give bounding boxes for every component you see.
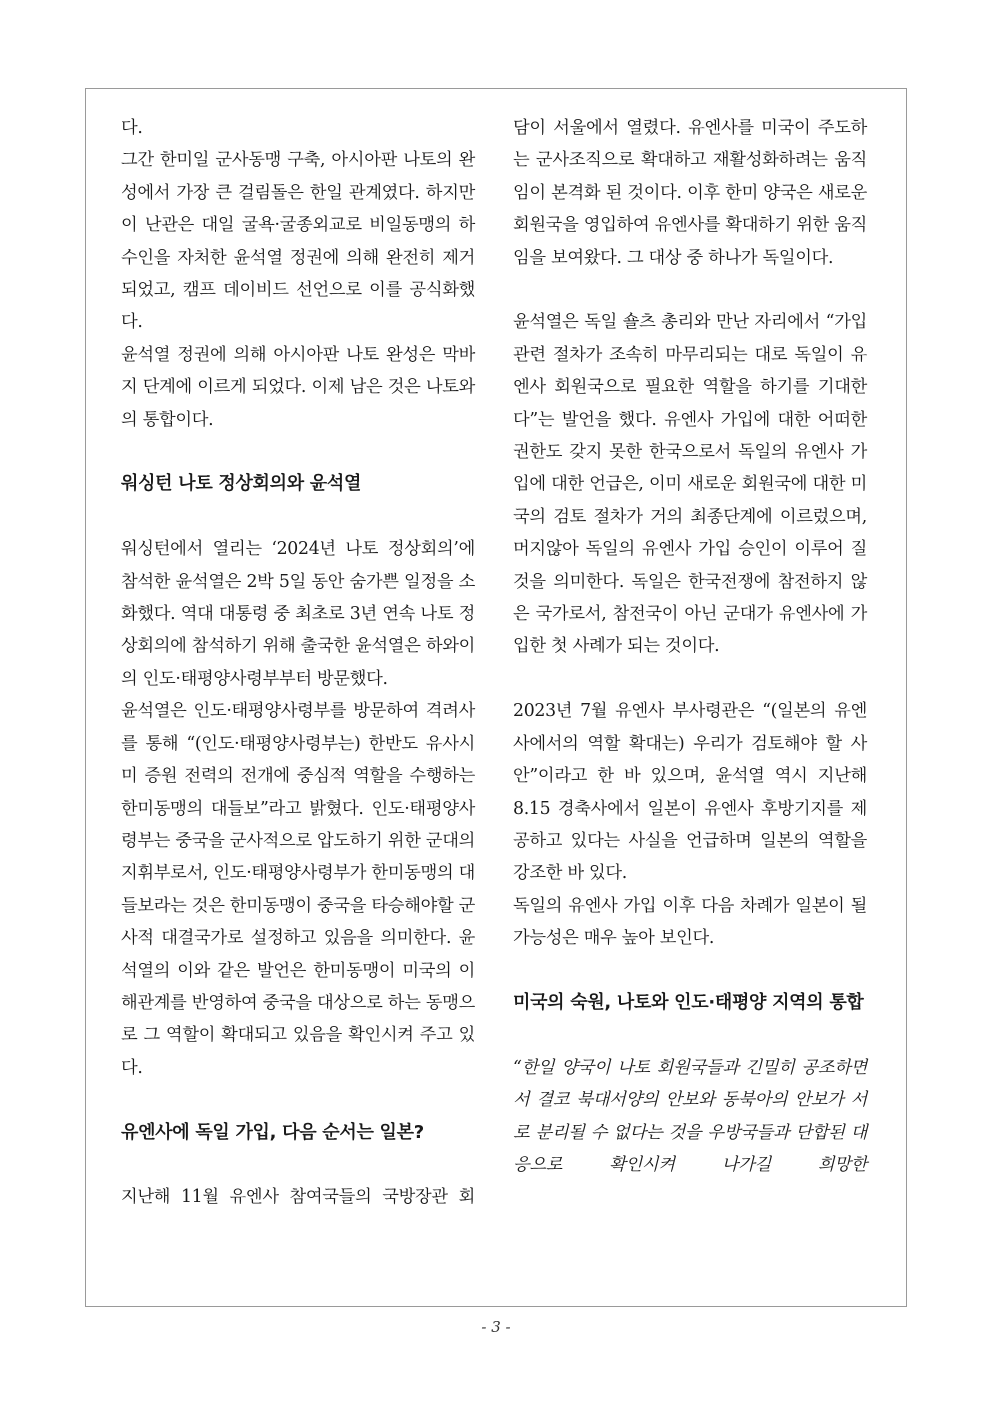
section-heading: 워싱턴 나토 정상회의와 윤석열 xyxy=(121,473,362,495)
paragraph: 독일의 유엔사 가입 이후 다음 차례가 일본이 될 가능성은 매우 높아 보인다. xyxy=(513,895,867,949)
paragraph: 윤석열은 인도·태평양사령부를 방문하여 격려사를 통해 “(인도·태평양사령부는) 한반도 유사시 미 증원 전력의 전개에 중심적 역할을 수행하는 한미동맹의 대들보”라고 밝혔다. 인도·태평양사령부는 중국을 군사적으로 압도하기 위한 군대의 지휘부로서, 인도·태평양사령부가 한미동맹의 대들보라는 것은 한미동맹이 중국을 타승해야할 군사적 대결국가로 설정하고 있음을 의미한다. 윤석열의 이와 같은 발언은 한미동맹이 미국의 이해관계를 반영하여 중국을 대상으로 하는 동맹으로 그 역할이 확대되고 있음을 확인시켜 주고 있다. xyxy=(121,701,475,1078)
page-number: - 3 - xyxy=(481,1318,511,1336)
paragraph: 윤석열은 독일 숄츠 총리와 만난 자리에서 “가입 관련 절차가 조속히 마무리되는 대로 독일이 유엔사 회원국으로 필요한 역할을 하기를 기대한다”는 발언을 했다. 유엔사 가입에 대한 어떠한 권한도 갖지 못한 한국으로서 독일의 유엔사 가입에 대한 언급은, 이미 새로운 회원국에 대한 미국의 검토 절차가 거의 최종단계에 이르렀으며, 머지않아 독일의 유엔사 가입 승인이 이루어 질 것을 의미한다. 독일은 한국전쟁에 참전하지 않은 국가로서, 참전국이 아닌 군대가 유엔사에 가입한 첫 사례가 되는 것이다. xyxy=(513,312,867,657)
paragraph: 2023년 7월 유엔사 부사령관은 “(일본의 유엔사에서의 역할 확대는) 우리가 검토해야 할 사안”이라고 한 바 있으며, 윤석열 역시 지난해 8.15 경축사에서 일본이 유엔사 후방기지를 제공하고 있다는 사실을 언급하며 일본의 역할을 강조한 바 있다. xyxy=(513,701,867,884)
paragraph: 워싱턴에서 열리는 ‘2024년 나토 정상회의’에 참석한 윤석열은 2박 5일 동안 숨가쁜 일정을 소화했다. 역대 대통령 중 최초로 3년 연속 나토 정상회의에 참석하기 위해 출국한 윤석열은 하와이의 인도·태평양사령부부터 방문했다. xyxy=(121,539,475,689)
section-heading: 유엔사에 독일 가입, 다음 순서는 일본? xyxy=(121,1121,424,1143)
paragraph: 담이 서울에서 열렸다. 유엔사를 미국이 주도하는 군사조직으로 확대하고 재활성화하려는 움직임이 본격화 된 것이다. 이후 한미 양국은 새로운 회원국을 영입하여 유엔사를 확대하기 위한 움직임을 보여왔다. 그 대상 중 하나가 독일이다. xyxy=(513,118,867,268)
quote-paragraph: “한일 양국이 나토 회원국들과 긴밀히 공조하면서 결코 북대서양의 안보와 동북아의 안보가 서로 분리될 수 없다는 것을 우방국들과 단합된 대응으로 확인시켜 나가길 희망한 xyxy=(513,1057,867,1175)
left-column xyxy=(121,112,475,1214)
paragraph: 지난해 11월 유엔사 참여국들의 국방장관 회 xyxy=(121,1187,475,1208)
right-column xyxy=(513,112,867,1181)
paragraph: 다. xyxy=(121,118,143,138)
paragraph: 윤석열 정권에 의해 아시아판 나토 완성은 막바지 단계에 이르게 되었다. 이제 남은 것은 나토와의 통합이다. xyxy=(121,344,475,430)
section-heading: 미국의 숙원, 나토와 인도·태평양 지역의 통합 xyxy=(513,991,864,1013)
paragraph: 그간 한미일 군사동맹 구축, 아시아판 나토의 완성에서 가장 큰 걸림돌은 한일 관계였다. 하지만 이 난관은 대일 굴욕·굴종외교로 비일동맹의 하수인을 자처한 윤석열 정권에 의해 완전히 제거 되었고, 캠프 데이비드 선언으로 이를 공식화했다. xyxy=(121,150,475,333)
